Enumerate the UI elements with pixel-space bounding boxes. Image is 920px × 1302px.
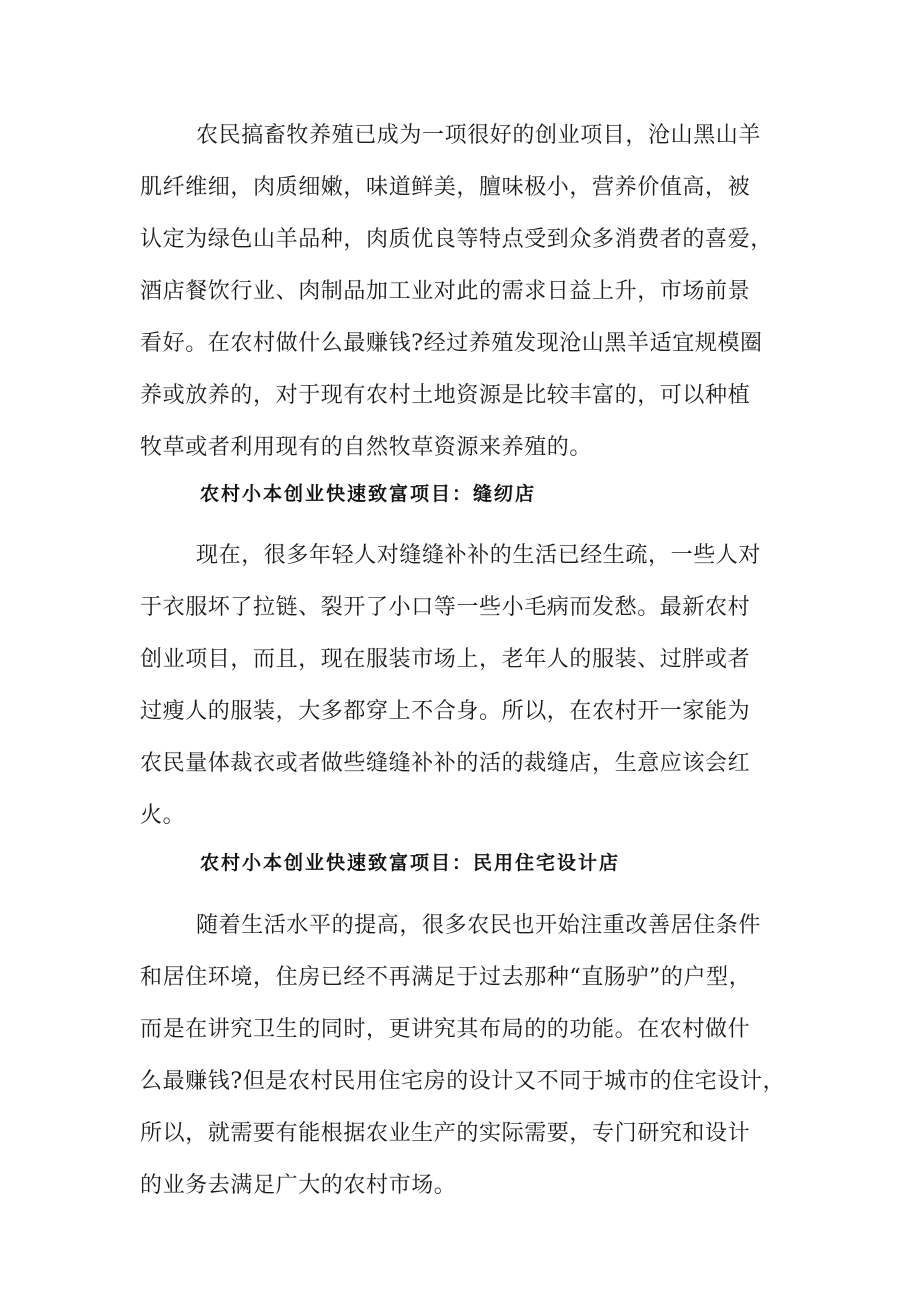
paragraph-line: 么最赚钱?但是农村民用住宅房的设计又不同于城市的住宅设计， xyxy=(140,1069,786,1094)
paragraph-tailor-shop xyxy=(140,530,800,842)
section-heading: 农村小本创业快速致富项目：缝纫店 xyxy=(200,483,537,505)
paragraph-house-design xyxy=(140,900,800,1212)
paragraph-line: 随着生活水平的提高，很多农民也开始注重改善居住条件 xyxy=(196,913,762,938)
paragraph-line: 于衣服坏了拉链、裂开了小口等一些小毛病而发愁。最新农村 xyxy=(140,595,751,620)
paragraph-line: 火。 xyxy=(140,803,186,828)
paragraph-line: 的业务去满足广大的农村市场。 xyxy=(140,1173,457,1198)
paragraph-line: 创业项目，而且，现在服装市场上，老年人的服装、过胖或者 xyxy=(140,647,751,672)
paragraph-line: 过瘦人的服装，大多都穿上不合身。所以，在农村开一家能为 xyxy=(140,699,751,724)
paragraph-sheep-farming xyxy=(140,110,800,474)
paragraph-line: 现在，很多年轻人对缝缝补补的生活已经生疏，一些人对 xyxy=(196,543,762,568)
paragraph-line: 和居住环境，住房已经不再满足于过去那种“直肠驴”的户型， xyxy=(140,965,752,990)
paragraph-line: 农民量体裁衣或者做些缝缝补补的活的裁缝店，生意应该会红 xyxy=(140,751,751,776)
paragraph-line: 所以，就需要有能根据农业生产的实际需要，专门研究和设计 xyxy=(140,1121,751,1146)
section-heading-tailor-shop xyxy=(140,468,800,520)
paragraph-line: 看好。在农村做什么最赚钱?经过养殖发现沧山黑羊适宜规模圈 xyxy=(140,331,763,356)
paragraph-line: 酒店餐饮行业、肉制品加工业对此的需求日益上升，市场前景 xyxy=(140,279,751,304)
section-heading: 农村小本创业快速致富项目：民用住宅设计店 xyxy=(200,852,621,874)
paragraph-line: 肌纤维细，肉质细嫩，味道鲜美，膻味极小，营养价值高，被 xyxy=(140,175,751,200)
paragraph-line: 农民搞畜牧养殖已成为一项很好的创业项目，沧山黑山羊 xyxy=(196,123,762,148)
section-heading-house-design xyxy=(140,837,800,889)
paragraph-line: 养或放养的，对于现有农村土地资源是比较丰富的，可以种植 xyxy=(140,383,751,408)
paragraph-line: 认定为绿色山羊品种，肉质优良等特点受到众多消费者的喜爱， xyxy=(140,227,773,252)
paragraph-line: 而是在讲究卫生的同时，更讲究其布局的的功能。在农村做什 xyxy=(140,1017,751,1042)
paragraph-line: 牧草或者利用现有的自然牧草资源来养殖的。 xyxy=(140,435,593,460)
